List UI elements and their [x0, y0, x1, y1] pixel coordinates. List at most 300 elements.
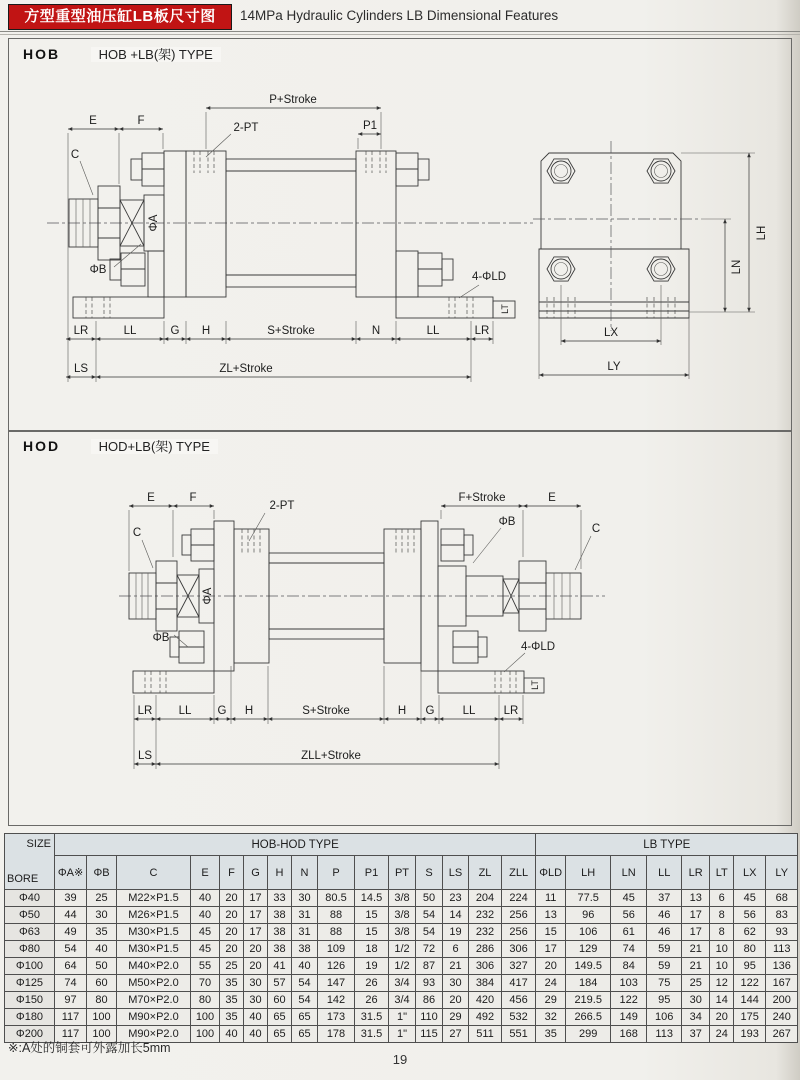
spec-cell: 35: [220, 1009, 244, 1026]
spec-table-body: [5, 890, 798, 1043]
spec-cell: 17: [682, 907, 710, 924]
corner-label-bore: BORE: [7, 873, 39, 885]
col-header-16: LH: [566, 856, 611, 890]
hod-dim-phi-b: ΦB: [152, 632, 170, 644]
spec-cell: 19: [443, 924, 469, 941]
hob-dim-phi-b: ΦB: [89, 264, 107, 276]
col-header-4: F: [220, 856, 244, 890]
spec-cell: 50: [416, 890, 443, 907]
hod-dim-zll-stroke: ZLL+Stroke: [301, 750, 361, 762]
spec-cell: 13: [682, 890, 710, 907]
spec-cell: 49: [55, 924, 87, 941]
hob-dim-c: C: [70, 149, 80, 161]
hob-dim-p-stroke: P+Stroke: [269, 94, 317, 106]
spec-cell: 129: [566, 941, 611, 958]
hob-dim-p1: P1: [362, 120, 378, 132]
spec-cell: 20: [244, 941, 268, 958]
spec-cell: 40: [244, 1009, 268, 1026]
spec-cell: 175: [734, 1009, 766, 1026]
spec-cell: 417: [502, 975, 536, 992]
spec-cell: 20: [220, 941, 244, 958]
spec-row-Φ100: [5, 958, 798, 975]
spec-cell: 97: [55, 992, 87, 1009]
spec-cell: 6: [710, 890, 734, 907]
spec-cell: 327: [502, 958, 536, 975]
spec-cell: 286: [469, 941, 502, 958]
spec-cell: 19: [355, 958, 389, 975]
spec-cell: M90×P2.0: [117, 1026, 191, 1043]
spec-cell: 122: [734, 975, 766, 992]
spec-cell: 95: [647, 992, 682, 1009]
spec-cell: 100: [191, 1026, 220, 1043]
spec-cell: 46: [647, 924, 682, 941]
spec-cell: 200: [766, 992, 798, 1009]
spec-cell: 113: [647, 1026, 682, 1043]
spec-cell: 93: [416, 975, 443, 992]
spec-cell: 267: [766, 1026, 798, 1043]
spec-cell: 60: [87, 975, 117, 992]
hod-dim-ll-2: LL: [462, 705, 476, 717]
spec-cell: 30: [443, 975, 469, 992]
spec-cell: 54: [416, 907, 443, 924]
spec-cell: 27: [443, 1026, 469, 1043]
hod-dim-h-2: H: [397, 705, 407, 717]
spec-cell: 26: [355, 992, 389, 1009]
spec-cell: 35: [220, 992, 244, 1009]
spec-cell: 54: [292, 992, 318, 1009]
spec-cell: 17: [244, 890, 268, 907]
spec-cell: 29: [536, 992, 566, 1009]
spec-cell: 14.5: [355, 890, 389, 907]
col-header-7: N: [292, 856, 318, 890]
spec-cell: 40: [87, 941, 117, 958]
spec-cell: 8: [710, 907, 734, 924]
col-header-10: PT: [389, 856, 416, 890]
bore-cell: Φ125: [5, 975, 55, 992]
hod-dim-phi-b-2: ΦB: [498, 516, 516, 528]
spec-cell: 17: [536, 941, 566, 958]
spec-cell: 18: [355, 941, 389, 958]
spec-cell: 93: [766, 924, 798, 941]
page-title-cn: 方型重型油压缸LB板尺寸图: [8, 4, 232, 30]
spec-cell: 24: [536, 975, 566, 992]
spec-cell: 14: [710, 992, 734, 1009]
hob-dim-phi-a: ΦA: [148, 214, 160, 232]
bore-cell: Φ200: [5, 1026, 55, 1043]
spec-cell: 44: [55, 907, 87, 924]
hob-dim-lt: LT: [500, 304, 510, 314]
spec-cell: 20: [536, 958, 566, 975]
hob-dim-f: F: [137, 115, 145, 127]
spec-cell: 256: [502, 924, 536, 941]
spec-cell: 37: [682, 1026, 710, 1043]
hob-dim-lx: LX: [603, 327, 619, 339]
footnote: ※:A处的铜套可外露加长5mm: [8, 1041, 171, 1055]
spec-cell: 80: [87, 992, 117, 1009]
spec-cell: 34: [682, 1009, 710, 1026]
spec-cell: 100: [87, 1026, 117, 1043]
hob-dim-e: E: [89, 115, 97, 127]
spec-cell: 115: [416, 1026, 443, 1043]
spec-cell: 83: [766, 907, 798, 924]
spec-cell: M40×P2.0: [117, 958, 191, 975]
spec-cell: M30×P1.5: [117, 941, 191, 958]
spec-cell: 55: [191, 958, 220, 975]
hob-dim-ll: LL: [123, 325, 137, 337]
hob-section-tag: HOB: [23, 46, 61, 62]
spec-cell: M30×P1.5: [117, 924, 191, 941]
col-header-12: LS: [443, 856, 469, 890]
hob-dim-n: N: [371, 325, 381, 337]
spec-cell: 40: [220, 1026, 244, 1043]
spec-cell: 61: [611, 924, 647, 941]
spec-cell: 224: [502, 890, 536, 907]
spec-cell: 40: [244, 1026, 268, 1043]
spec-cell: 54: [55, 941, 87, 958]
spec-cell: 88: [318, 924, 355, 941]
spec-cell: 3/8: [389, 924, 416, 941]
spec-cell: 219.5: [566, 992, 611, 1009]
spec-row-Φ180: [5, 1009, 798, 1026]
bore-cell: Φ180: [5, 1009, 55, 1026]
spec-cell: 41: [268, 958, 292, 975]
spec-cell: 149.5: [566, 958, 611, 975]
hod-dim-ll: LL: [178, 705, 192, 717]
col-header-2: C: [117, 856, 191, 890]
hob-dim-4-phi-ld: 4-ΦLD: [471, 271, 507, 283]
spec-table-head: [5, 834, 798, 890]
spec-cell: 95: [734, 958, 766, 975]
col-header-0: ΦA※: [55, 856, 87, 890]
spec-cell: 31.5: [355, 1026, 389, 1043]
spec-cell: 173: [318, 1009, 355, 1026]
spec-cell: 17: [682, 924, 710, 941]
spec-cell: 29: [443, 1009, 469, 1026]
hod-dim-g: G: [217, 705, 227, 717]
spec-cell: 3/4: [389, 975, 416, 992]
group-header-hob-hod: HOB-HOD TYPE: [55, 834, 536, 856]
spec-cell: 37: [647, 890, 682, 907]
spec-cell: 17: [244, 924, 268, 941]
hod-dim-ls: LS: [137, 750, 153, 762]
spec-cell: 109: [318, 941, 355, 958]
spec-cell: 72: [416, 941, 443, 958]
spec-cell: 12: [710, 975, 734, 992]
hod-dim-4-phi-ld: 4-ΦLD: [520, 641, 556, 653]
hob-dim-h: H: [201, 325, 211, 337]
spec-cell: 492: [469, 1009, 502, 1026]
header-divider-2: [0, 34, 800, 35]
spec-cell: 20: [710, 1009, 734, 1026]
hob-drawing: [9, 39, 791, 431]
spec-cell: 10: [710, 958, 734, 975]
spec-cell: 204: [469, 890, 502, 907]
spec-cell: 74: [55, 975, 87, 992]
col-header-6: H: [268, 856, 292, 890]
hod-dim-h: H: [244, 705, 254, 717]
col-header-19: LR: [682, 856, 710, 890]
spec-cell: 30: [682, 992, 710, 1009]
spec-cell: 126: [318, 958, 355, 975]
hod-side-view: [119, 492, 605, 769]
spec-cell: M26×P1.5: [117, 907, 191, 924]
spec-cell: 14: [443, 907, 469, 924]
spec-cell: 32: [536, 1009, 566, 1026]
spec-cell: 20: [443, 992, 469, 1009]
spec-cell: 3/8: [389, 890, 416, 907]
hob-dim-ls: LS: [73, 363, 89, 375]
col-header-15: ΦLD: [536, 856, 566, 890]
spec-cell: 60: [268, 992, 292, 1009]
bore-cell: Φ50: [5, 907, 55, 924]
spec-cell: 77.5: [566, 890, 611, 907]
spec-cell: 59: [647, 941, 682, 958]
hod-section: [8, 430, 792, 826]
spec-cell: 532: [502, 1009, 536, 1026]
spec-cell: 306: [469, 958, 502, 975]
hod-drawing: [9, 431, 791, 825]
spec-cell: 306: [502, 941, 536, 958]
spec-cell: 17: [244, 907, 268, 924]
spec-cell: 45: [734, 890, 766, 907]
col-header-18: LL: [647, 856, 682, 890]
hod-dim-f: F: [189, 492, 197, 504]
spec-cell: 70: [191, 975, 220, 992]
bore-cell: Φ40: [5, 890, 55, 907]
hob-section-title: HOB +LB(架) TYPE: [91, 47, 221, 62]
spec-cell: 38: [268, 924, 292, 941]
spec-cell: 20: [220, 907, 244, 924]
spec-cell: 30: [244, 975, 268, 992]
spec-cell: 88: [318, 907, 355, 924]
hod-dim-phi-a: ΦA: [202, 587, 214, 605]
spec-cell: 240: [766, 1009, 798, 1026]
spec-cell: 30: [87, 907, 117, 924]
spec-cell: 80: [734, 941, 766, 958]
spec-cell: 21: [682, 941, 710, 958]
bore-cell: Φ63: [5, 924, 55, 941]
spec-cell: 84: [611, 958, 647, 975]
spec-cell: 110: [416, 1009, 443, 1026]
col-header-11: S: [416, 856, 443, 890]
bore-cell: Φ80: [5, 941, 55, 958]
hod-dim-e: E: [147, 492, 155, 504]
spec-cell: 1": [389, 1009, 416, 1026]
hob-section-head: [23, 44, 221, 64]
spec-cell: 65: [292, 1009, 318, 1026]
spec-cell: 25: [220, 958, 244, 975]
spec-cell: 65: [292, 1026, 318, 1043]
hob-dim-ln: LN: [731, 259, 743, 275]
hod-dim-2pt: 2-PT: [269, 500, 295, 512]
spec-cell: 86: [416, 992, 443, 1009]
spec-row-Φ63: [5, 924, 798, 941]
page-title-en: 14MPa Hydraulic Cylinders LB Dimensional Features: [240, 8, 559, 23]
spec-cell: 96: [566, 907, 611, 924]
spec-cell: 6: [443, 941, 469, 958]
spec-cell: 64: [55, 958, 87, 975]
col-header-9: P1: [355, 856, 389, 890]
spec-cell: 25: [682, 975, 710, 992]
spec-cell: 40: [191, 890, 220, 907]
spec-row-Φ80: [5, 941, 798, 958]
spec-cell: 80: [191, 992, 220, 1009]
spec-cell: 11: [536, 890, 566, 907]
spec-cell: 38: [292, 941, 318, 958]
spec-cell: 147: [318, 975, 355, 992]
spec-row-Φ40: [5, 890, 798, 907]
col-header-5: G: [244, 856, 268, 890]
col-header-20: LT: [710, 856, 734, 890]
spec-cell: 178: [318, 1026, 355, 1043]
spec-cell: 15: [355, 924, 389, 941]
spec-cell: 75: [647, 975, 682, 992]
spec-cell: 21: [682, 958, 710, 975]
col-header-22: LY: [766, 856, 798, 890]
spec-cell: 100: [191, 1009, 220, 1026]
hob-dim-lh: LH: [756, 225, 768, 241]
spec-cell: 65: [268, 1026, 292, 1043]
hod-section-head: [23, 436, 218, 456]
spec-cell: 30: [292, 890, 318, 907]
spec-cell: 384: [469, 975, 502, 992]
group-header-row: [5, 834, 798, 856]
spec-cell: 511: [469, 1026, 502, 1043]
hob-side-view: [47, 94, 533, 382]
header-divider: [0, 31, 800, 32]
spec-cell: 117: [55, 1009, 87, 1026]
spec-cell: 35: [536, 1026, 566, 1043]
spec-cell: 256: [502, 907, 536, 924]
spec-cell: 23: [443, 890, 469, 907]
spec-cell: 80.5: [318, 890, 355, 907]
hob-dim-ll-2: LL: [426, 325, 440, 337]
spec-cell: 45: [191, 924, 220, 941]
spec-cell: 184: [566, 975, 611, 992]
col-header-21: LX: [734, 856, 766, 890]
hod-dim-lr: LR: [137, 705, 153, 717]
spec-cell: 38: [268, 907, 292, 924]
spec-cell: 33: [268, 890, 292, 907]
spec-cell: 100: [87, 1009, 117, 1026]
hod-dim-e-2: E: [548, 492, 556, 504]
col-header-3: E: [191, 856, 220, 890]
spec-cell: 25: [87, 890, 117, 907]
spec-cell: 65: [268, 1009, 292, 1026]
spec-cell: 144: [734, 992, 766, 1009]
spec-cell: 266.5: [566, 1009, 611, 1026]
spec-cell: 106: [647, 1009, 682, 1026]
hod-dim-s-stroke: S+Stroke: [302, 705, 350, 717]
spec-cell: 35: [87, 924, 117, 941]
spec-cell: 45: [191, 941, 220, 958]
spec-cell: 232: [469, 907, 502, 924]
hob-section: [8, 38, 792, 432]
spec-cell: 54: [292, 975, 318, 992]
hod-dim-c: C: [132, 527, 142, 539]
spec-cell: 35: [220, 975, 244, 992]
hob-dim-g: G: [170, 325, 180, 337]
spec-row-Φ125: [5, 975, 798, 992]
hod-dim-lr-2: LR: [503, 705, 519, 717]
spec-cell: 30: [244, 992, 268, 1009]
spec-cell: 299: [566, 1026, 611, 1043]
spec-cell: 50: [87, 958, 117, 975]
spec-cell: 13: [536, 907, 566, 924]
spec-cell: 45: [611, 890, 647, 907]
spec-cell: 3/4: [389, 992, 416, 1009]
spec-cell: M22×P1.5: [117, 890, 191, 907]
spec-cell: 15: [355, 907, 389, 924]
spec-cell: 74: [611, 941, 647, 958]
spec-cell: 38: [268, 941, 292, 958]
spec-cell: 20: [244, 958, 268, 975]
spec-cell: 56: [734, 907, 766, 924]
group-header-lb: LB TYPE: [536, 834, 798, 856]
bore-cell: Φ100: [5, 958, 55, 975]
hob-dim-zl-stroke: ZL+Stroke: [219, 363, 273, 375]
spec-cell: 54: [416, 924, 443, 941]
spec-cell: 31.5: [355, 1009, 389, 1026]
spec-cell: 136: [766, 958, 798, 975]
spec-cell: 456: [502, 992, 536, 1009]
spec-cell: 193: [734, 1026, 766, 1043]
bore-cell: Φ150: [5, 992, 55, 1009]
column-header-row: [5, 856, 798, 890]
spec-cell: 3/8: [389, 907, 416, 924]
spec-cell: 31: [292, 907, 318, 924]
spec-cell: 40: [191, 907, 220, 924]
col-header-14: ZLL: [502, 856, 536, 890]
spec-row-Φ50: [5, 907, 798, 924]
spec-cell: 20: [220, 890, 244, 907]
page-number: 19: [392, 1052, 408, 1067]
col-header-8: P: [318, 856, 355, 890]
hob-dim-ly: LY: [607, 361, 621, 373]
corner-cell: [5, 834, 55, 890]
spec-cell: 103: [611, 975, 647, 992]
spec-cell: 87: [416, 958, 443, 975]
spec-cell: 20: [220, 924, 244, 941]
spec-cell: 1": [389, 1026, 416, 1043]
spec-row-Φ150: [5, 992, 798, 1009]
col-header-13: ZL: [469, 856, 502, 890]
hod-section-tag: HOD: [23, 438, 61, 454]
spec-cell: 113: [766, 941, 798, 958]
hob-dim-lr-2: LR: [474, 325, 490, 337]
spec-cell: M90×P2.0: [117, 1009, 191, 1026]
spec-cell: 31: [292, 924, 318, 941]
spec-cell: 57: [268, 975, 292, 992]
spec-cell: 56: [611, 907, 647, 924]
hod-section-title: HOD+LB(架) TYPE: [91, 439, 218, 454]
hod-dim-g-2: G: [425, 705, 435, 717]
spec-cell: 24: [710, 1026, 734, 1043]
spec-cell: 46: [647, 907, 682, 924]
spec-cell: 21: [443, 958, 469, 975]
spec-cell: 1/2: [389, 941, 416, 958]
corner-label-size: SIZE: [26, 838, 51, 850]
spec-table: [4, 833, 798, 1043]
spec-cell: 106: [566, 924, 611, 941]
spec-cell: 8: [710, 924, 734, 941]
spec-cell: M70×P2.0: [117, 992, 191, 1009]
hob-dim-s-stroke: S+Stroke: [267, 325, 315, 337]
spec-cell: 26: [355, 975, 389, 992]
spec-cell: 59: [647, 958, 682, 975]
spec-cell: 149: [611, 1009, 647, 1026]
spec-cell: 168: [611, 1026, 647, 1043]
